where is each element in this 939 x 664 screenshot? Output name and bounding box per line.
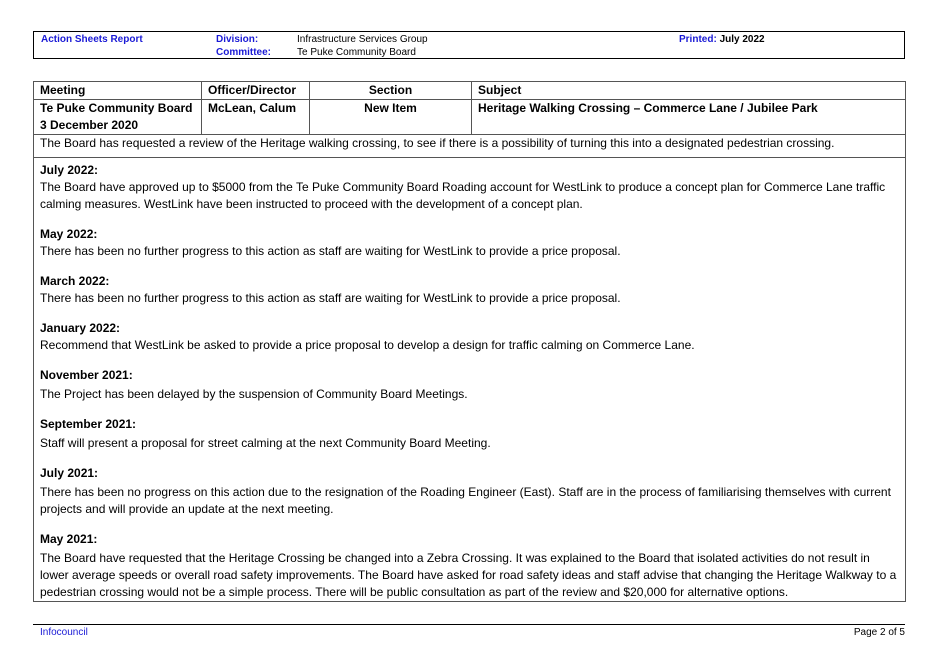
update-heading: January 2022: — [40, 321, 121, 335]
update-heading: May 2022: — [40, 227, 98, 241]
intro-row — [34, 135, 906, 158]
meeting-name: Te Puke Community Board — [40, 101, 193, 115]
update-text: There has been no progress on this action due to the resignation of the Roading Engineer (East). Staff are in the process of familiarising themselves with current projects and will provide an update at the next meeting. — [40, 485, 891, 516]
column-header-meeting: Meeting — [34, 82, 202, 100]
update-entry — [40, 320, 899, 354]
meeting-cell — [34, 100, 202, 135]
column-header-officer: Officer/Director — [202, 82, 310, 100]
update-heading: September 2021: — [40, 417, 137, 431]
division-label: Division: — [216, 34, 259, 45]
update-text: There has been no further progress to this action as staff are waiting for WestLink to provide a price proposal. — [40, 291, 621, 305]
printed-info — [679, 34, 765, 45]
update-entry — [40, 531, 899, 601]
committee-label: Committee: — [216, 47, 272, 58]
division-value: Infrastructure Services Group — [297, 34, 428, 45]
updates-row — [34, 158, 906, 602]
committee-value: Te Puke Community Board — [297, 47, 416, 58]
footer-brand: Infocouncil — [40, 627, 88, 638]
update-heading: March 2022: — [40, 274, 110, 288]
update-entry — [40, 465, 899, 518]
update-heading: July 2021: — [40, 466, 99, 480]
update-entry — [40, 367, 899, 403]
update-heading: May 2021: — [40, 532, 98, 546]
update-heading: July 2022: — [40, 163, 99, 177]
updates-cell — [34, 158, 906, 602]
printed-label: Printed: — [679, 34, 717, 45]
update-text: There has been no further progress to this action as staff are waiting for WestLink to provide a price proposal. — [40, 244, 621, 258]
update-entry — [40, 273, 899, 307]
update-entry — [40, 162, 899, 213]
update-entry — [40, 416, 899, 452]
printed-value: July 2022 — [719, 34, 765, 45]
update-entry — [40, 226, 899, 260]
update-text: The Board have approved up to $5000 from the Te Puke Community Board Roading account for WestLink to produce a concept plan for Commerce Lane traffic calming measures. WestLink have been instructed to proceed with the development of a concept plan. — [40, 180, 886, 211]
update-text: The Board have requested that the Heritage Crossing be changed into a Zebra Crossing. It was explained to the Board that isolated activities do not result in lower average speeds or overall road safety improvements. The Board have asked for road safety ideas and staff advise that changing the Heritage Walkway to a pedestrian crossing would not be a simple process. There will be public consultation as part of the review and $20,000 for alternative options. — [40, 551, 897, 599]
intro-text: The Board has requested a review of the Heritage walking crossing, to see if there is a possibility of turning this into a designated pedestrian crossing. — [34, 135, 906, 158]
update-text: Recommend that WestLink be asked to provide a price proposal to develop a design for traffic calming on Commerce Lane. — [40, 338, 695, 352]
report-title: Action Sheets Report — [41, 34, 143, 45]
subject-cell: Heritage Walking Crossing – Commerce Lane / Jubilee Park — [472, 100, 906, 135]
section-cell: New Item — [310, 100, 472, 135]
update-text: Staff will present a proposal for street calming at the next Community Board Meeting. — [40, 436, 491, 450]
update-text: The Project has been delayed by the suspension of Community Board Meetings. — [40, 387, 468, 401]
update-heading: November 2021: — [40, 368, 133, 382]
table-row — [34, 100, 906, 135]
meeting-date: 3 December 2020 — [40, 118, 139, 132]
column-header-section: Section — [310, 82, 472, 100]
report-header — [33, 31, 905, 59]
table-header-row — [34, 82, 906, 100]
column-header-subject: Subject — [472, 82, 906, 100]
action-table — [33, 81, 906, 602]
page-number: Page 2 of 5 — [853, 627, 905, 638]
footer-divider — [33, 624, 905, 625]
officer-cell: McLean, Calum — [202, 100, 310, 135]
